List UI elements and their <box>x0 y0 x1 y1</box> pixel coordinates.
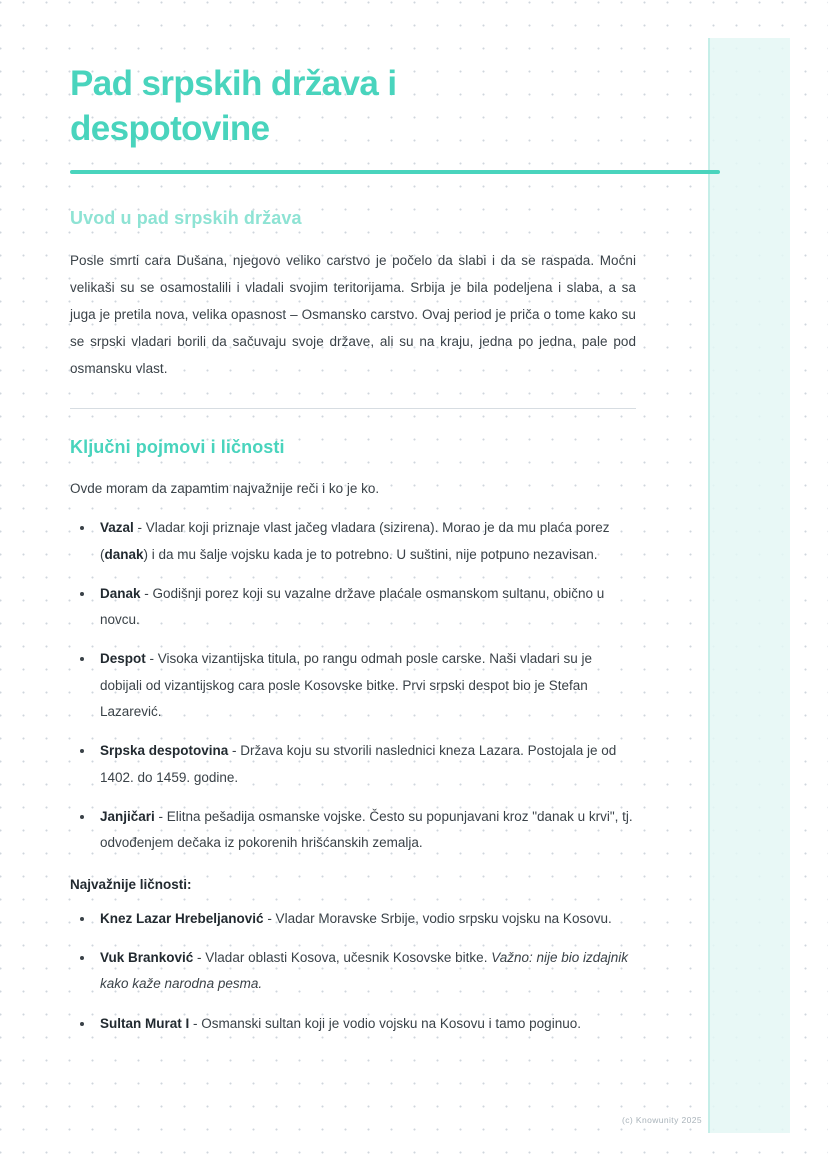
list-item <box>92 515 636 568</box>
list-item <box>92 581 636 634</box>
list-item <box>92 646 636 725</box>
term-definition: - Vladar koji priznaje vlast jačeg vladara (sizirena). Morao je da mu plaća porez (danak) i da mu šalje vojsku kada je to potrebno. U suštini, nije potpuno nezavisan. <box>100 520 610 562</box>
term-label: Danak <box>100 585 141 601</box>
footer-copyright: (c) Knowunity 2025 <box>622 1115 702 1125</box>
page-side-band <box>710 38 790 1133</box>
person-name: Sultan Murat I <box>100 1015 190 1031</box>
list-item <box>92 1011 636 1037</box>
page-side-band-rule <box>708 38 710 1133</box>
person-definition: - Vladar oblasti Kosova, učesnik Kosovske bitke. Važno: nije bio izdajnik kako kaže narodna pesma. <box>100 949 629 992</box>
term-definition: - Godišnji porez koji su vazalne države plaćale osmanskom sultanu, obično u novcu. <box>100 585 605 628</box>
list-item <box>92 906 636 932</box>
subheading-people: Najvažnije ličnosti: <box>70 876 192 892</box>
section-divider <box>70 408 636 409</box>
list-item <box>92 945 636 998</box>
section-lead-terms: Ovde moram da zapamtim najvažnije reči i ko je ko. <box>70 480 380 496</box>
title-underline <box>70 170 720 174</box>
person-name: Knez Lazar Hrebeljanović <box>100 910 264 926</box>
list-item <box>92 738 636 791</box>
section-paragraph-intro: Posle smrti cara Dušana, njegovo veliko carstvo je počelo da slabi i da se raspada. Moćni velikaši su se osamostalili i vladali svojim teritorijama. Srbija je bila podeljena i slaba, a sa juga je pretila nova, velika opasnost – Osmansko carstvo. Ovaj period je priča o tome kako su se srpski vladari borili da sačuvaju svoje države, ali su na kraju, jedna po jedna, pale pod osmansku vlast. <box>70 252 636 376</box>
term-label: Srpska despotovina <box>100 743 229 759</box>
term-definition: - Država koju su stvorili naslednici kneza Lazara. Postojala je od 1402. do 1459. godine. <box>100 743 617 785</box>
person-name: Vuk Branković <box>100 949 194 965</box>
term-definition: - Elitna pešadija osmanske vojske. Često su popunjavani kroz "danak u krvi", tj. odvođenjem dečaka iz pokorenih hrišćanskih zemalja. <box>100 809 633 851</box>
document-content <box>70 62 636 1050</box>
page-title: Pad srpskih država i despotovine <box>70 64 397 148</box>
section-heading-terms: Ključni pojmovi i ličnosti <box>70 436 285 457</box>
term-label: Vazal <box>100 520 134 536</box>
list-item <box>92 804 636 857</box>
people-list <box>70 906 636 1037</box>
section-heading-intro: Uvod u pad srpskih država <box>70 207 302 228</box>
person-definition: - Osmanski sultan koji je vodio vojsku na Kosovu i tamo poginuo. <box>189 1015 581 1031</box>
person-definition: - Vladar Moravske Srbije, vodio srpsku vojsku na Kosovu. <box>263 910 612 926</box>
term-label: Janjičari <box>100 809 155 825</box>
term-definition: - Visoka vizantijska titula, po rangu odmah posle carske. Naši vladari su je dobijali od vizantijskog cara posle Kosovske bitke. Prvi srpski despot bio je Stefan Lazarević. <box>100 651 592 720</box>
term-label: Despot <box>100 651 146 667</box>
terms-list <box>70 515 636 856</box>
